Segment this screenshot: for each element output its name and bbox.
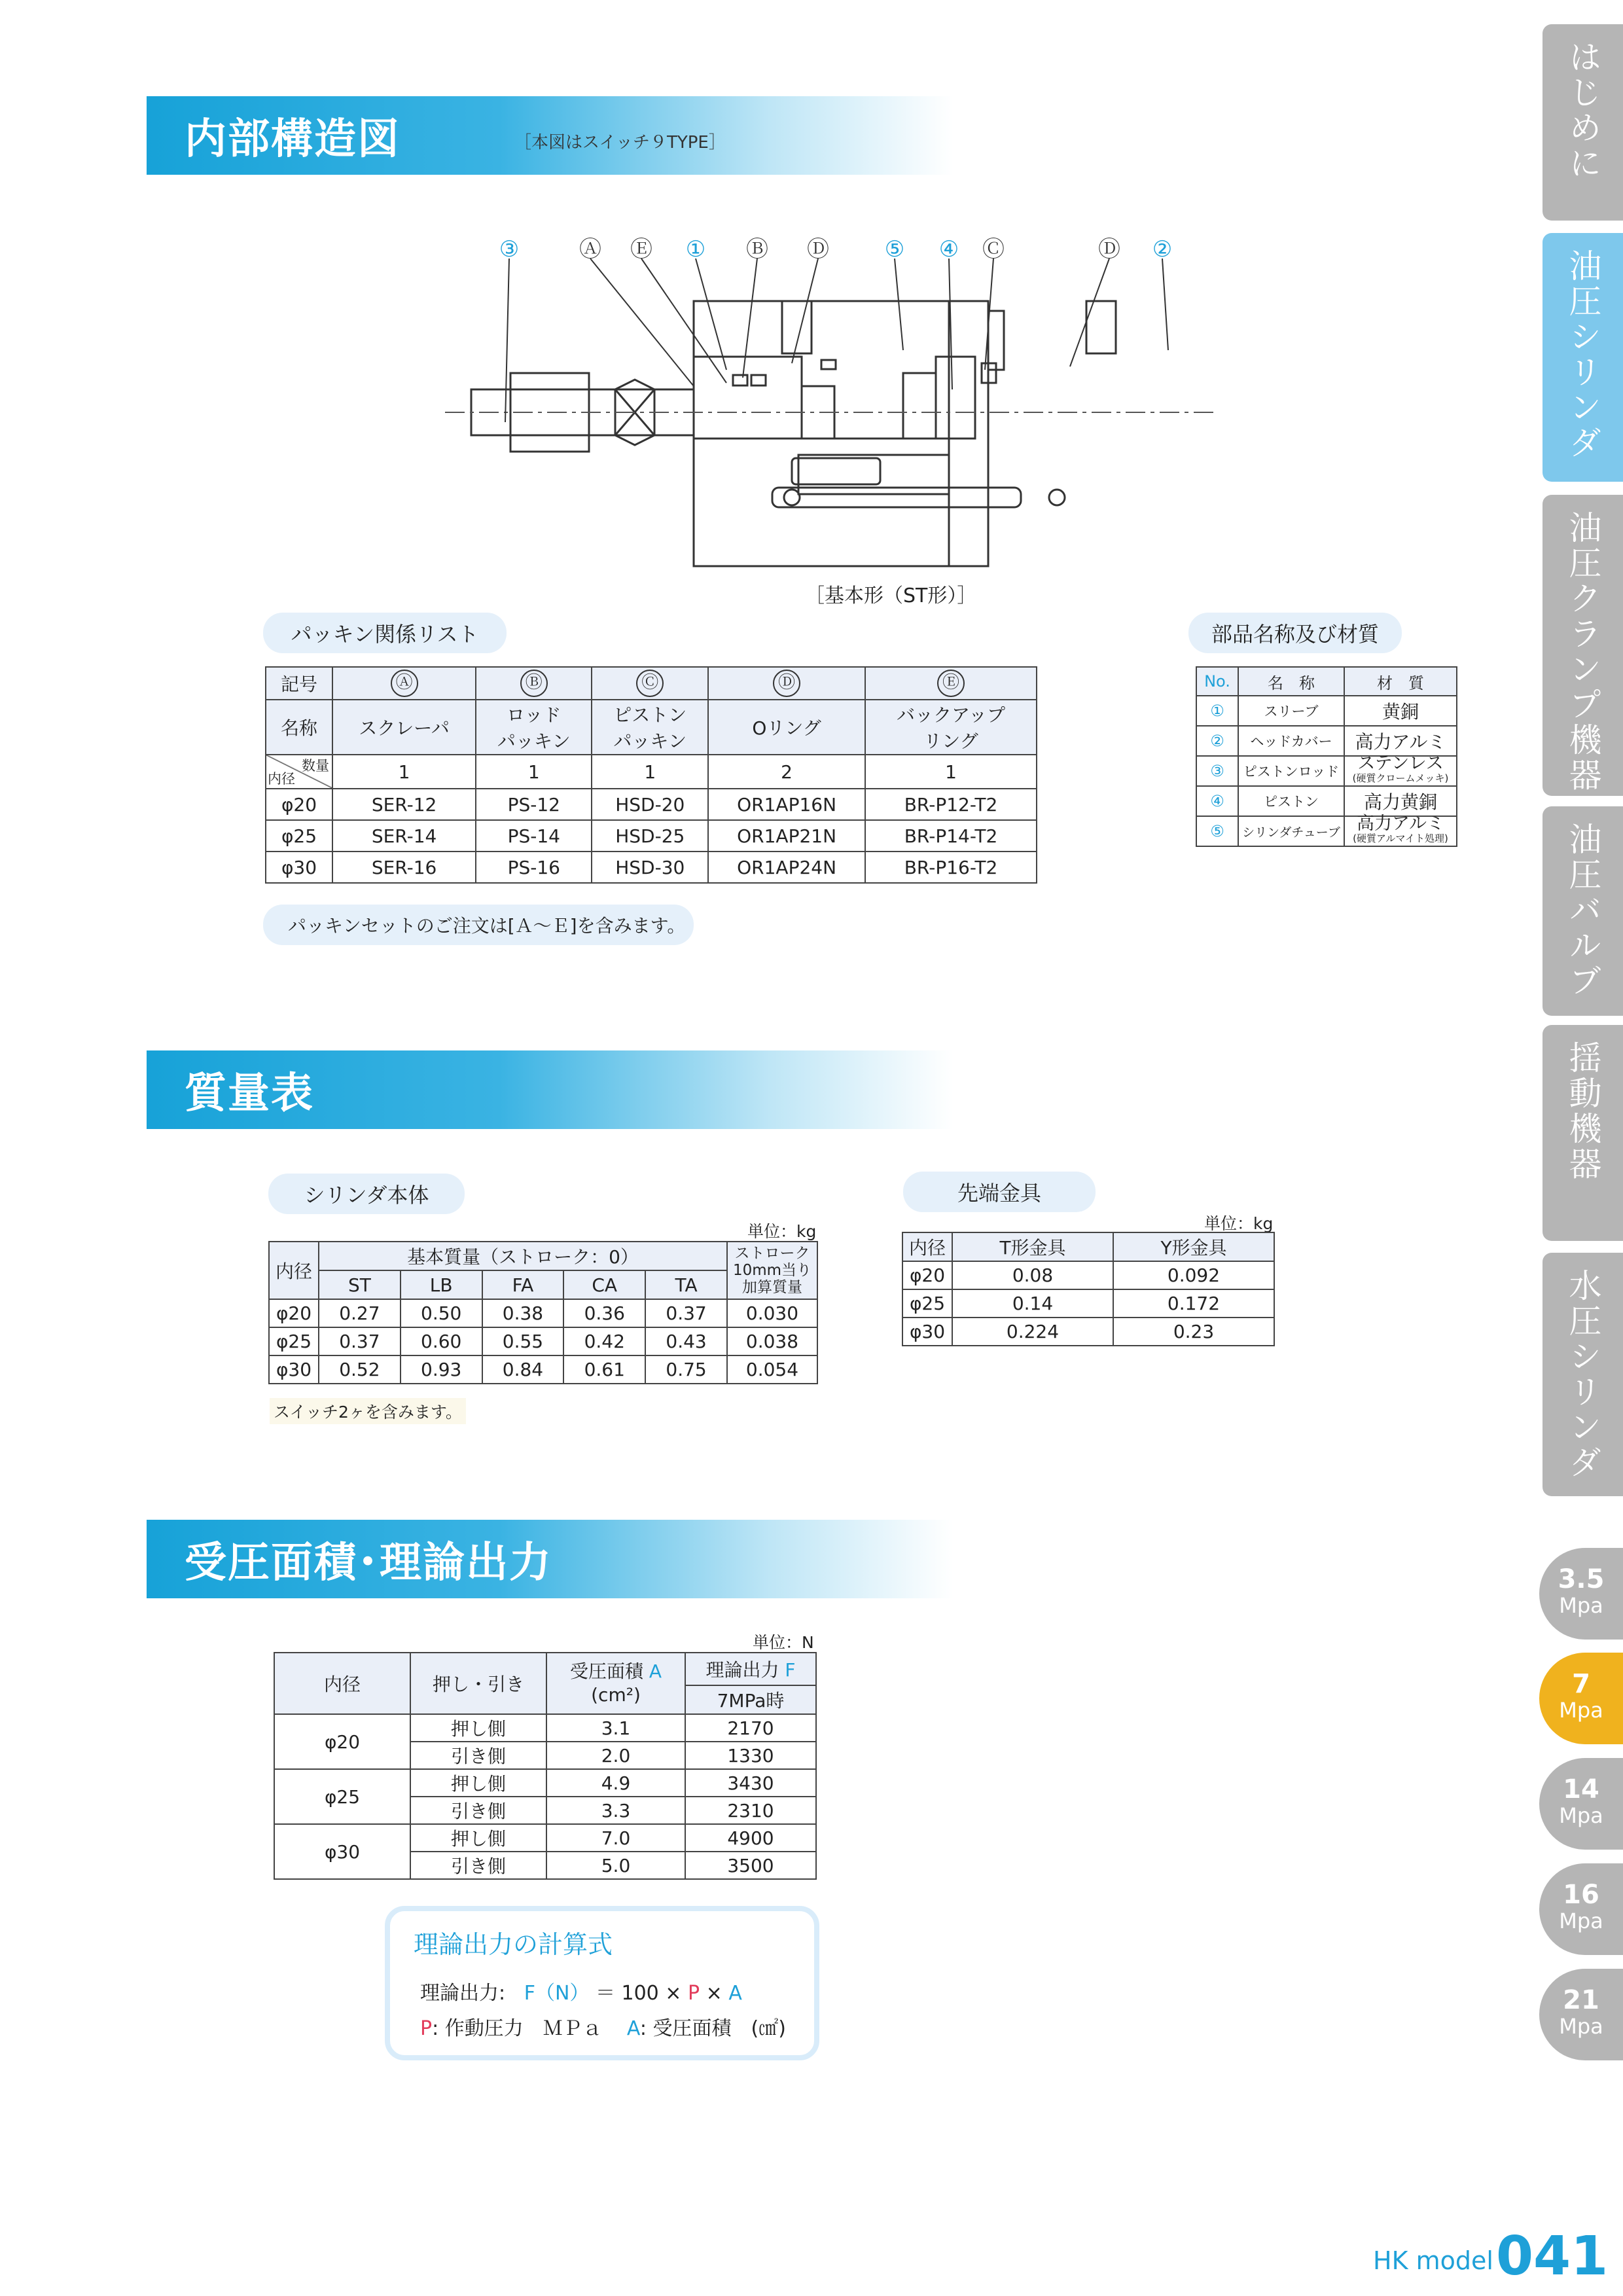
callout-B: Ⓑ: [746, 236, 768, 262]
name-A: スクレーパ: [332, 700, 476, 755]
section-title: 内部構造図: [185, 115, 401, 164]
callout-A: Ⓐ: [579, 236, 601, 262]
cylinder-mass-note: スイッチ2ヶを含みます。: [270, 1398, 466, 1424]
side-tab-water-cylinder[interactable]: 水圧シリンダ: [1543, 1253, 1623, 1496]
row-symbol-header: 記号: [266, 667, 332, 700]
table-row: φ25 0.14 0.172: [902, 1289, 1274, 1318]
pressure-tab-16[interactable]: 16 Mpa: [1539, 1863, 1623, 1955]
callout-E: Ⓔ: [630, 236, 652, 262]
name-B: ロッド パッキン: [476, 700, 592, 755]
table-row: φ20 0.08 0.092: [902, 1261, 1274, 1289]
table-row: φ25 押し側 4.9 3430: [274, 1769, 816, 1797]
table-row: 引き側 2.0 1330: [274, 1742, 816, 1769]
side-tab-intro[interactable]: はじめに: [1543, 24, 1623, 221]
section-title: 質量表: [185, 1069, 314, 1118]
side-tab-hydraulic-clamp[interactable]: 油圧クランプ機器: [1543, 495, 1623, 796]
table-row: φ25 0.37 0.60 0.55 0.42 0.43 0.038: [269, 1327, 817, 1355]
table-row: ① スリーブ 黄銅: [1196, 696, 1457, 726]
side-tab-rotary-actuator[interactable]: 揺動機器: [1543, 1025, 1623, 1241]
side-tab-hydraulic-valve[interactable]: 油圧バルブ: [1543, 806, 1623, 1016]
table-row: φ30 0.224 0.23: [902, 1318, 1274, 1346]
packing-table: [265, 666, 1037, 884]
formula-title: 理論出力の計算式: [414, 1930, 613, 1959]
symbol-E: Ⓔ: [937, 670, 965, 697]
section-banner-mass: [147, 1050, 1154, 1129]
qty-C: 1: [592, 755, 708, 789]
table-row: φ30 SER-16 PS-16 HSD-30 OR1AP24N BR-P16-T2: [266, 852, 1037, 883]
section-title: 受圧面積･理論出力: [185, 1539, 552, 1587]
table-row: φ30 押し側 7.0 4900: [274, 1824, 816, 1852]
formula-line-1: 理論出力: F（N） ＝ 100 × P × A: [420, 1982, 742, 2005]
formula-line-2: P: 作動圧力 ＭＰａ A: 受圧面積 (㎠): [420, 2017, 786, 2040]
table-row: ④ ピストン 高力黄銅: [1196, 786, 1457, 816]
cylinder-mass-label: シリンダ本体: [268, 1174, 465, 1214]
symbol-D: Ⓓ: [773, 670, 800, 697]
table-row: φ25 SER-14 PS-14 HSD-25 OR1AP21N BR-P14-T2: [266, 820, 1037, 852]
qty-D: 2: [708, 755, 865, 789]
callout-3: ③: [499, 236, 520, 262]
name-E: バックアップ リング: [865, 700, 1037, 755]
footer-page-number: 041: [1496, 2225, 1609, 2287]
callout-C: Ⓒ: [982, 236, 1005, 262]
footer-model: HK model: [1373, 2246, 1493, 2275]
packing-list-label: パッキン関係リスト: [263, 613, 507, 653]
callout-1: ①: [685, 236, 706, 262]
cylinder-mass-table: 内径 基本質量（ストローク：0） ストローク 10mm当り 加算質量 ST LB FA CA TA φ20 0.27 0.50 0.38 0.36 0.37 0.030 φ25 0.37 0.60 0.55 0.42 0.43 0.038 φ30 0.52 0.93 0.84 0.61 0.75 0.054: [268, 1241, 818, 1384]
name-D: Oリング: [708, 700, 865, 755]
pressure-tab-21[interactable]: 21 Mpa: [1539, 1969, 1623, 2060]
callout-D: Ⓓ: [807, 236, 829, 262]
parts-table: No. 名 称 材 質 ① スリーブ 黄銅 ② ヘッドカバー 高力アルミ ③ ピストンロッド ステンレス (硬質クロームメッキ) ④ ピストン 高力黄銅 ⑤ シリンダチューブ 高力アルミ (硬質アルマイト処理): [1196, 666, 1457, 847]
qty-E: 1: [865, 755, 1037, 789]
table-row: φ20 SER-12 PS-12 HSD-20 OR1AP16N BR-P12-T2: [266, 789, 1037, 820]
section-banner-force: [147, 1520, 1154, 1598]
parts-label: 部品名称及び材質: [1188, 613, 1402, 653]
table-row: φ20 0.27 0.50 0.38 0.36 0.37 0.030: [269, 1299, 817, 1327]
table-row: 引き側 3.3 2310: [274, 1797, 816, 1824]
force-table: 内径 押し・引き 受圧面積 A (cm²) 理論出力 F 7MPa時 φ20 押し側 3.1 2170 引き側 2.0 1330 φ25 押し側 4.9 3430 引き側 3.3 2310 φ30 押し側 7.0 4900 引き側 5.0 3500: [274, 1652, 817, 1880]
qty-B: 1: [476, 755, 592, 789]
side-tab-hydraulic-cylinder[interactable]: 油圧シリンダ: [1543, 233, 1623, 482]
callout-2: ②: [1152, 236, 1173, 262]
table-row: ⑤ シリンダチューブ 高力アルミ (硬質アルマイト処理): [1196, 816, 1457, 846]
callout-5: ⑤: [884, 236, 905, 262]
section-banner-structure: [147, 96, 1154, 175]
callout-D2: Ⓓ: [1098, 236, 1120, 262]
callout-4: ④: [938, 236, 959, 262]
symbol-A: Ⓐ: [391, 670, 418, 697]
force-unit: 単位：N: [753, 1633, 814, 1652]
tip-mass-label: 先端金具: [903, 1172, 1096, 1212]
pressure-tab-7[interactable]: 7 Mpa: [1539, 1653, 1623, 1744]
symbol-B: Ⓑ: [520, 670, 548, 697]
table-row: ③ ピストンロッド ステンレス (硬質クロームメッキ): [1196, 756, 1457, 786]
row-name-header: 名称: [266, 700, 332, 755]
table-row: 引き側 5.0 3500: [274, 1852, 816, 1879]
symbol-C: Ⓒ: [636, 670, 664, 697]
pressure-tab-3-5[interactable]: 3.5 Mpa: [1539, 1548, 1623, 1640]
name-C: ピストン パッキン: [592, 700, 708, 755]
section-subtitle: ［本図はスイッチ９TYPE］: [514, 133, 726, 152]
qty-A: 1: [332, 755, 476, 789]
table-row: ② ヘッドカバー 高力アルミ: [1196, 726, 1457, 756]
diagram-caption: ［基本形（ST形）］: [805, 584, 977, 607]
packing-note: パッキンセットのご注文は[Ａ～Ｅ]を含みます。: [263, 905, 694, 945]
table-row: φ20 押し側 3.1 2170: [274, 1714, 816, 1742]
corner-cell: 数量 内径: [266, 755, 332, 789]
tip-mass-unit: 単位：kg: [1204, 1214, 1274, 1233]
formula-box: [385, 1906, 819, 2060]
table-row: φ30 0.52 0.93 0.84 0.61 0.75 0.054: [269, 1355, 817, 1384]
cylinder-mass-unit: 単位：kg: [747, 1222, 817, 1241]
internal-structure-diagram: [419, 232, 1237, 599]
pressure-tab-14[interactable]: 14 Mpa: [1539, 1758, 1623, 1850]
tip-mass-table: 内径 T形金具 Y形金具 φ20 0.08 0.092 φ25 0.14 0.172 φ30 0.224 0.23: [902, 1232, 1275, 1346]
